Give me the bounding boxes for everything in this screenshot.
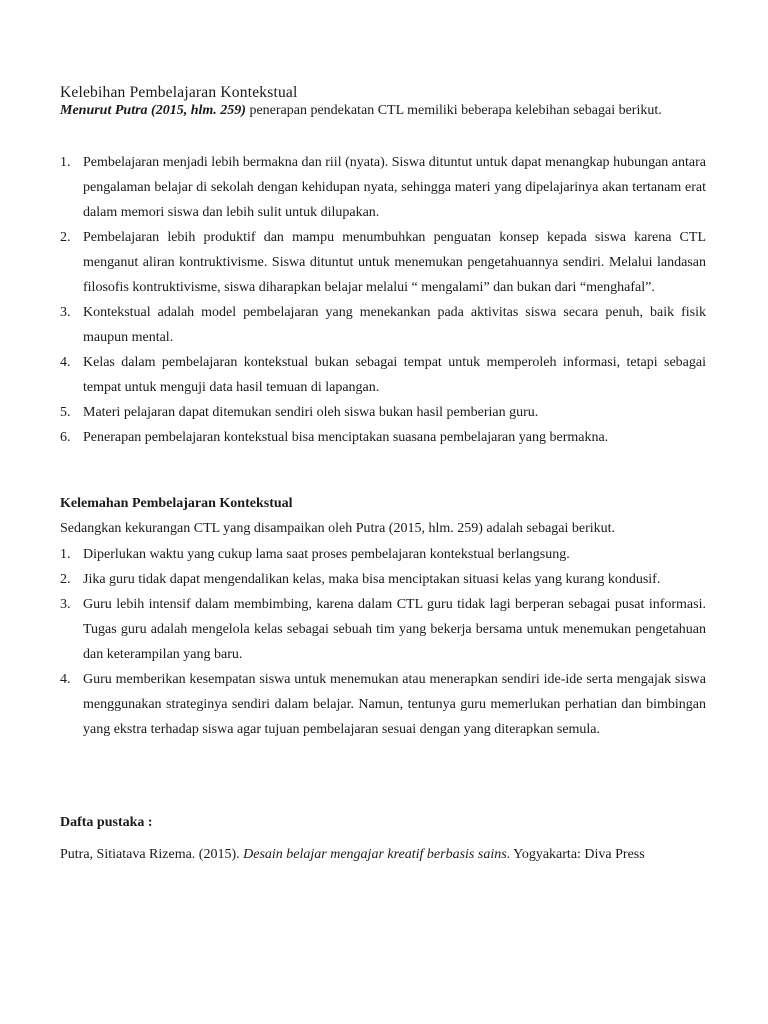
reference-title: Desain belajar mengajar kreatif berbasis sains xyxy=(243,847,507,862)
list-item-text: Guru lebih intensif dalam membimbing, karena dalam CTL guru tidak lagi berperan sebagai pusat informasi. Tugas guru adalah mengelola kelas sebagai sebuah tim yang bekerja bersama untuk menemukan pengetahuan dan keterampilan yang baru. xyxy=(83,597,706,662)
list-item xyxy=(60,425,706,450)
list-item xyxy=(60,225,706,300)
list-item xyxy=(60,400,706,425)
list-number: 3. xyxy=(60,597,71,612)
list-number: 1. xyxy=(60,547,71,562)
list-item-text: Kelas dalam pembelajaran kontekstual bukan sebagai tempat untuk memperoleh informasi, tetapi sebagai tempat untuk menguji data hasil temuan di lapangan. xyxy=(83,355,706,395)
list-item xyxy=(60,150,706,225)
list-item-text: Materi pelajaran dapat ditemukan sendiri oleh siswa bukan hasil pemberian guru. xyxy=(83,405,539,420)
reference-author: Putra, Sitiatava Rizema. (2015). xyxy=(60,847,244,862)
list-item-text: Pembelajaran lebih produktif dan mampu menumbuhkan penguatan konsep kepada siswa karena CTL menganut aliran kontruktivisme. Siswa dituntut untuk menemukan pengetahuannya sendiri. Melalui landasan filosofis kontruktivisme, siswa diharapkan belajar melalui “ mengalami” dan bukan dari “menghafal”. xyxy=(83,230,706,295)
kelemahan-list xyxy=(60,542,706,742)
list-item-text: Diperlukan waktu yang cukup lama saat proses pembelajaran kontekstual berlangsung. xyxy=(83,547,570,562)
list-item-text: Penerapan pembelajaran kontekstual bisa menciptakan suasana pembelajaran yang bermakna. xyxy=(83,430,609,445)
list-item-text: Jika guru tidak dapat mengendalikan kelas, maka bisa menciptakan situasi kelas yang kurang kondusif. xyxy=(83,572,661,587)
intro-paragraph-kelebihan xyxy=(60,102,706,120)
intro-text: penerapan pendekatan CTL memiliki beberapa kelebihan sebagai berikut. xyxy=(245,103,662,118)
list-item xyxy=(60,300,706,350)
intro-paragraph-kelemahan: Sedangkan kekurangan CTL yang disampaikan oleh Putra (2015, hlm. 259) adalah sebagai berikut. xyxy=(60,521,616,536)
kelebihan-list xyxy=(60,150,706,450)
references-heading: Dafta pustaka : xyxy=(60,815,153,830)
list-number: 1. xyxy=(60,155,71,170)
list-item xyxy=(60,567,706,592)
list-number: 4. xyxy=(60,672,71,687)
list-item xyxy=(60,592,706,667)
list-item xyxy=(60,542,706,567)
list-item-text: Guru memberikan kesempatan siswa untuk menemukan atau menerapkan sendiri ide-ide serta mengajak siswa menggunakan strateginya sendiri dalam belajar. Namun, tentunya guru memerlukan perhatian dan bimbingan yang ekstra terhadap siswa agar tujuan pembelajaran sesuai dengan yang diterapkan semula. xyxy=(83,672,706,737)
list-number: 2. xyxy=(60,230,71,245)
list-item-text: Kontekstual adalah model pembelajaran yang menekankan pada aktivitas siswa secara penuh, baik fisik maupun mental. xyxy=(83,305,706,345)
list-number: 3. xyxy=(60,305,71,320)
list-number: 4. xyxy=(60,355,71,370)
section-heading-kelemahan: Kelemahan Pembelajaran Kontekstual xyxy=(60,496,293,511)
section-heading-kelebihan: Kelebihan Pembelajaran Kontekstual xyxy=(60,84,298,101)
list-item-text: Pembelajaran menjadi lebih bermakna dan riil (nyata). Siswa dituntut untuk dapat menangkap hubungan antara pengalaman belajar di sekolah dengan kehidupan nyata, sehingga materi yang dipelajarinya akan tertanam erat dalam memori siswa dan lebih sulit untuk dilupakan. xyxy=(83,155,706,220)
reference-publisher: . Yogyakarta: Diva Press xyxy=(506,847,645,862)
list-number: 5. xyxy=(60,405,71,420)
reference-entry xyxy=(60,846,706,864)
list-item xyxy=(60,350,706,400)
list-number: 2. xyxy=(60,572,71,587)
list-item xyxy=(60,667,706,742)
list-number: 6. xyxy=(60,430,71,445)
citation-text: Menurut Putra (2015, hlm. 259) xyxy=(60,103,246,118)
